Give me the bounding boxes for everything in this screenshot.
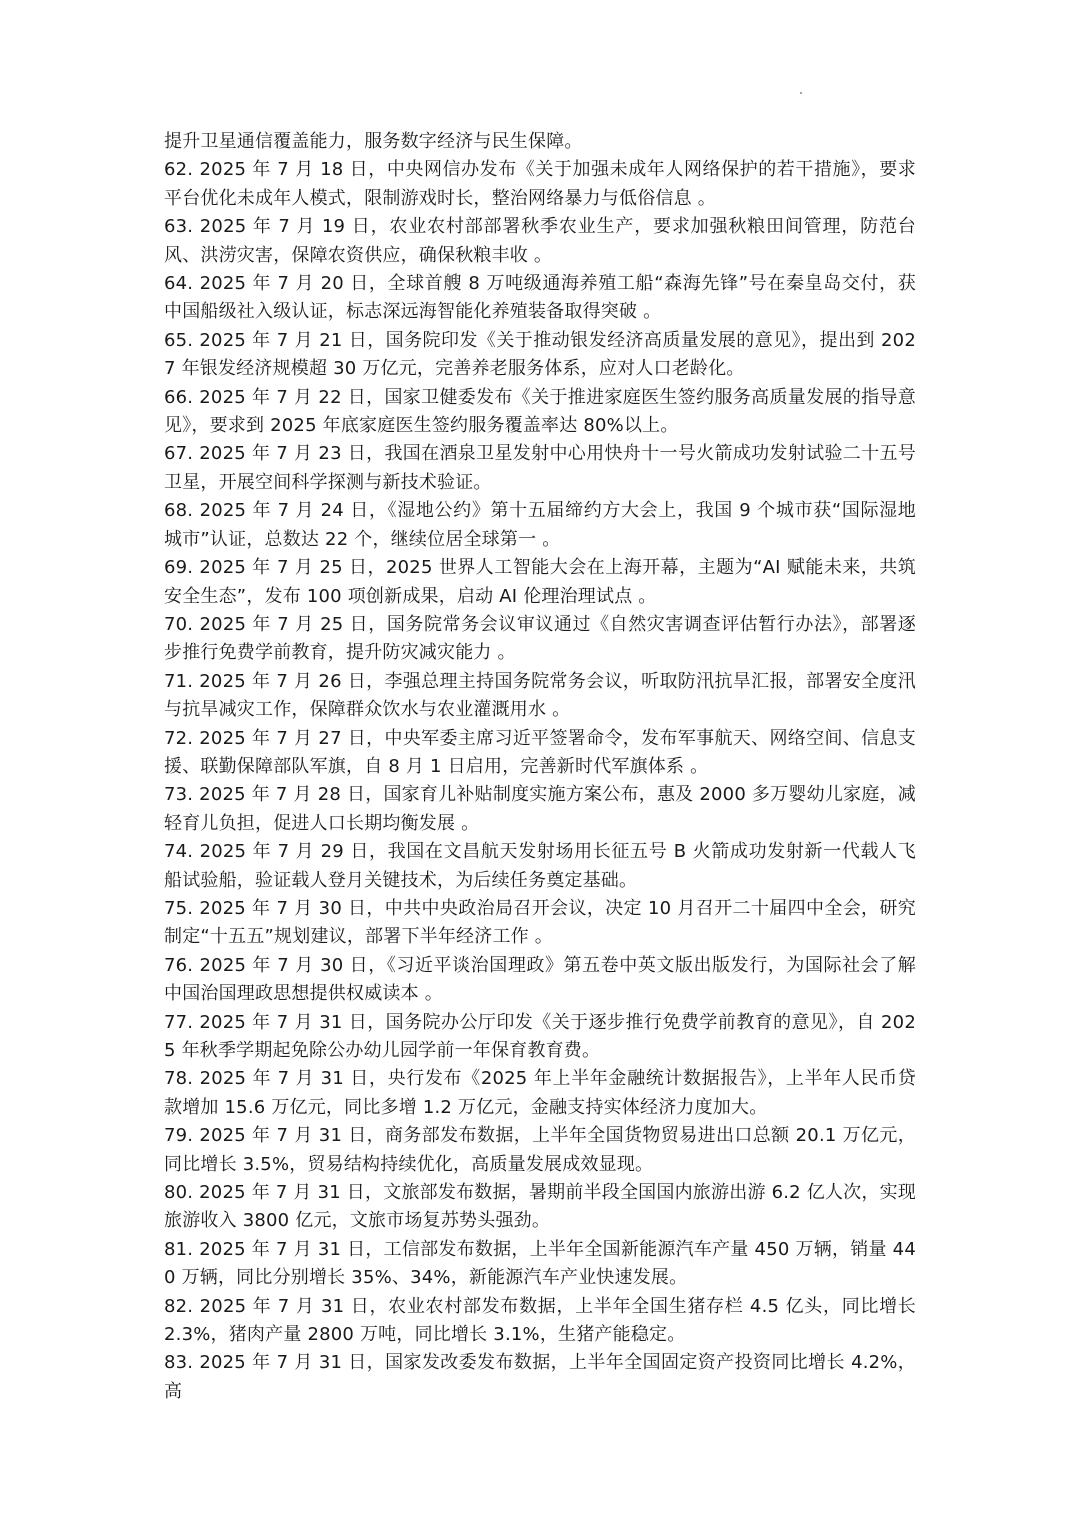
news-item-63: 63. 2025 年 7 月 19 日，农业农村部部署秋季农业生产，要求加强秋粮田间管理，防范台风、洪涝灾害，保障农资供应，确保秋粮丰收 。: [164, 216, 916, 266]
news-item-72: 72. 2025 年 7 月 27 日，中央军委主席习近平签署命令，发布军事航天、网络空间、信息支援、联勤保障部队军旗，自 8 月 1 日启用，完善新时代军旗体系 。: [164, 727, 916, 777]
news-item-83: 83. 2025 年 7 月 31 日，国家发改委发布数据，上半年全国固定资产投资同比增长 4.2%，高: [164, 1352, 916, 1402]
document-body: [164, 128, 916, 1406]
news-item-73: 73. 2025 年 7 月 28 日，国家育儿补贴制度实施方案公布，惠及 2000 多万婴幼儿家庭，减轻育儿负担，促进人口长期均衡发展 。: [164, 784, 916, 834]
news-item-79: 79. 2025 年 7 月 31 日，商务部发布数据，上半年全国货物贸易进出口总额 20.1 万亿元，同比增长 3.5%，贸易结构持续优化，高质量发展成效显现。: [164, 1125, 916, 1175]
news-item-62: 62. 2025 年 7 月 18 日，中央网信办发布《关于加强未成年人网络保护的若干措施》，要求平台优化未成年人模式，限制游戏时长，整治网络暴力与低俗信息 。: [164, 159, 916, 209]
page-corner-mark: [800, 92, 802, 94]
news-item-65: 65. 2025 年 7 月 21 日，国务院印发《关于推动银发经济高质量发展的意见》，提出到 2027 年银发经济规模超 30 万亿元，完善养老服务体系，应对人口老龄化。: [164, 329, 916, 380]
news-item-67: 67. 2025 年 7 月 23 日，我国在酒泉卫星发射中心用快舟十一号火箭成功发射试验二十五号卫星，开展空间科学探测与新技术验证。: [164, 443, 916, 493]
news-item-71: 71. 2025 年 7 月 26 日，李强总理主持国务院常务会议，听取防汛抗旱汇报，部署安全度汛与抗旱减灾工作，保障群众饮水与农业灌溉用水 。: [164, 670, 916, 721]
news-item-81: 81. 2025 年 7 月 31 日，工信部发布数据，上半年全国新能源汽车产量 450 万辆，销量 440 万辆，同比分别增长 35%、34%，新能源汽车产业快速发展。: [164, 1238, 916, 1289]
news-item-68: 68. 2025 年 7 月 24 日，《湿地公约》第十五届缔约方大会上，我国 9 个城市获“国际湿地城市”认证，总数达 22 个，继续位居全球第一 。: [164, 500, 916, 550]
news-item-78: 78. 2025 年 7 月 31 日，央行发布《2025 年上半年金融统计数据报告》，上半年人民币贷款增加 15.6 万亿元，同比多增 1.2 万亿元，金融支持实体经济力度加大。: [164, 1068, 916, 1118]
news-item-77: 77. 2025 年 7 月 31 日，国务院办公厅印发《关于逐步推行免费学前教育的意见》，自 2025 年秋季学期起免除公办幼儿园学前一年保育教育费。: [164, 1011, 916, 1061]
news-item-80: 80. 2025 年 7 月 31 日，文旅部发布数据，暑期前半段全国国内旅游出游 6.2 亿人次，实现旅游收入 3800 亿元，文旅市场复苏势头强劲。: [164, 1182, 916, 1232]
news-item-74: 74. 2025 年 7 月 29 日，我国在文昌航天发射场用长征五号 B 火箭成功发射新一代载人飞船试验船，验证载人登月关键技术，为后续任务奠定基础。: [164, 841, 916, 891]
news-item-82: 82. 2025 年 7 月 31 日，农业农村部发布数据，上半年全国生猪存栏 4.5 亿头，同比增长 2.3%，猪肉产量 2800 万吨，同比增长 3.1%，生猪产能稳定。: [164, 1295, 916, 1346]
news-item-76: 76. 2025 年 7 月 30 日，《习近平谈治国理政》第五卷中英文版出版发行，为国际社会了解中国治国理政思想提供权威读本 。: [164, 954, 916, 1005]
paragraph-continued: 提升卫星通信覆盖能力，服务数字经济与民生保障。: [164, 131, 583, 152]
news-item-70: 70. 2025 年 7 月 25 日，国务院常务会议审议通过《自然灾害调查评估暂行办法》，部署逐步推行免费学前教育，提升防灾减灾能力 。: [164, 613, 916, 664]
news-item-66: 66. 2025 年 7 月 22 日，国家卫健委发布《关于推进家庭医生签约服务高质量发展的指导意见》，要求到 2025 年底家庭医生签约服务覆盖率达 80%以上。: [164, 386, 916, 437]
news-item-75: 75. 2025 年 7 月 30 日，中共中央政治局召开会议，决定 10 月召开二十届四中全会，研究制定“十五五”规划建议，部署下半年经济工作 。: [164, 897, 916, 948]
news-item-64: 64. 2025 年 7 月 20 日，全球首艘 8 万吨级通海养殖工船“森海先锋”号在秦皇岛交付，获中国船级社入级认证，标志深远海智能化养殖装备取得突破 。: [164, 273, 916, 323]
news-item-69: 69. 2025 年 7 月 25 日，2025 世界人工智能大会在上海开幕，主题为“AI 赋能未来，共筑安全生态”，发布 100 项创新成果，启动 AI 伦理治理试点 。: [164, 557, 916, 607]
